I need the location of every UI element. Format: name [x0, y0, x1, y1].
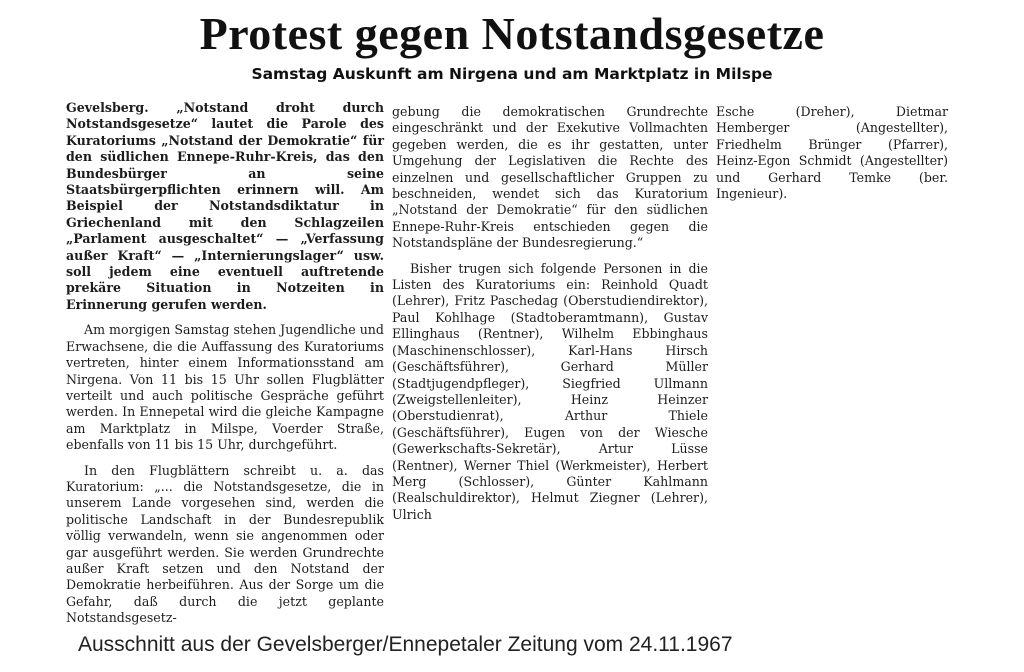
headline: Protest gegen Notstandsgesetze: [199, 8, 825, 59]
article-column-2: [392, 104, 708, 532]
body-paragraph: In den Flugblättern schreibt u. a. das Kuratorium: „... die Notstandsgesetze, die in unserem Lande vorgesehen sind, werden die politische Landschaft in der Bundesrepublik völlig verwandeln, wenn sie angenommen oder gar ausgeführt werden. Sie werden Grundrechte außer Kraft setzen und den Notstand der Demokratie herbeiführen. Aus der Sorge um die Gefahr, daß durch die jetzt geplante Notstandsgesetz-: [66, 462, 384, 626]
body-paragraph: Bisher trugen sich folgende Personen in die Listen des Kuratoriums ein: Reinhold Quadt (Lehrer), Fritz Paschedag (Oberstudiendirektor), Paul Kohlhage (Stadtoberamtmann), Gustav Ellinghaus (Rentner), Wilhelm Ebbinghaus (Maschinenschlosser), Karl-Hans Hirsch (Geschäftsführer), Gerhard Müller (Stadtjugendpfleger), Siegfried Ullmann (Zweigstellenleiter), Heinz Heinzer (Oberstudienrat), Arthur Thiele (Geschäftsführer), Eugen von der Wiesche (Gewerkschafts-Sekretär), Artur Lüsse (Rentner), Werner Thiel (Werkmeister), Herbert Merg (Schlosser), Günter Kahlmann (Realschuldirektor), Helmut Ziegner (Lehrer), Ulrich: [392, 260, 708, 522]
article-column-1: [66, 100, 384, 636]
subheadline: Samstag Auskunft am Nirgena und am Marktplatz in Milspe: [251, 65, 773, 83]
body-paragraph: gebung die demokratischen Grundrechte eingeschränkt und der Exekutive Vollmachten gegeben werden, die es ihr gestatten, unter Umgehung der Legislativen die Rechte des einzelnen und gesellschaftlicher Gruppen zu beschneiden, wendet sich das Kuratorium „Notstand der Demokratie“ für den südlichen Ennepe-Ruhr-Kreis entschieden gegen die Notstandspläne der Bundesregierung.“: [392, 104, 708, 251]
body-paragraph: Am morgigen Samstag stehen Jugendliche und Erwachsene, die die Auffassung des Kuratoriums vertreten, hinter einem Informationsstand am Nirgena. Von 11 bis 15 Uhr sollen Flugblätter verteilt und auch politische Gespräche geführt werden. In Ennepetal wird die gleiche Kampagne am Marktplatz in Milspe, Voerder Straße, ebenfalls von 11 bis 15 Uhr, durchgeführt.: [66, 322, 384, 453]
clipping-caption: Ausschnitt aus der Gevelsberger/Ennepetaler Zeitung vom 24.11.1967: [78, 633, 733, 656]
lead-paragraph: Gevelsberg. „Notstand droht durch Notstandsgesetze“ lautet die Parole des Kuratoriums „Notstand der Demokratie“ für den südlichen Ennepe-Ruhr-Kreis, das den Bundesbürger an seine Staatsbürgerpflichten erinnern will. Am Beispiel der Notstandsdiktatur in Griechenland mit den Schlagzeilen „Parlament ausgeschaltet“ — „Verfassung außer Kraft“ — „Internierungslager“ usw. soll jedem eine eventuell auftretende prekäre Situation in Notzeiten in Erinnerung gerufen werden.: [66, 100, 384, 312]
article-column-3: [716, 104, 948, 211]
body-paragraph: Esche (Dreher), Dietmar Hemberger (Angestellter), Friedhelm Brünger (Pfarrer), Heinz-Egon Schmidt (Angestellter) und Gerhard Temke (ber. Ingenieur).: [716, 104, 948, 202]
